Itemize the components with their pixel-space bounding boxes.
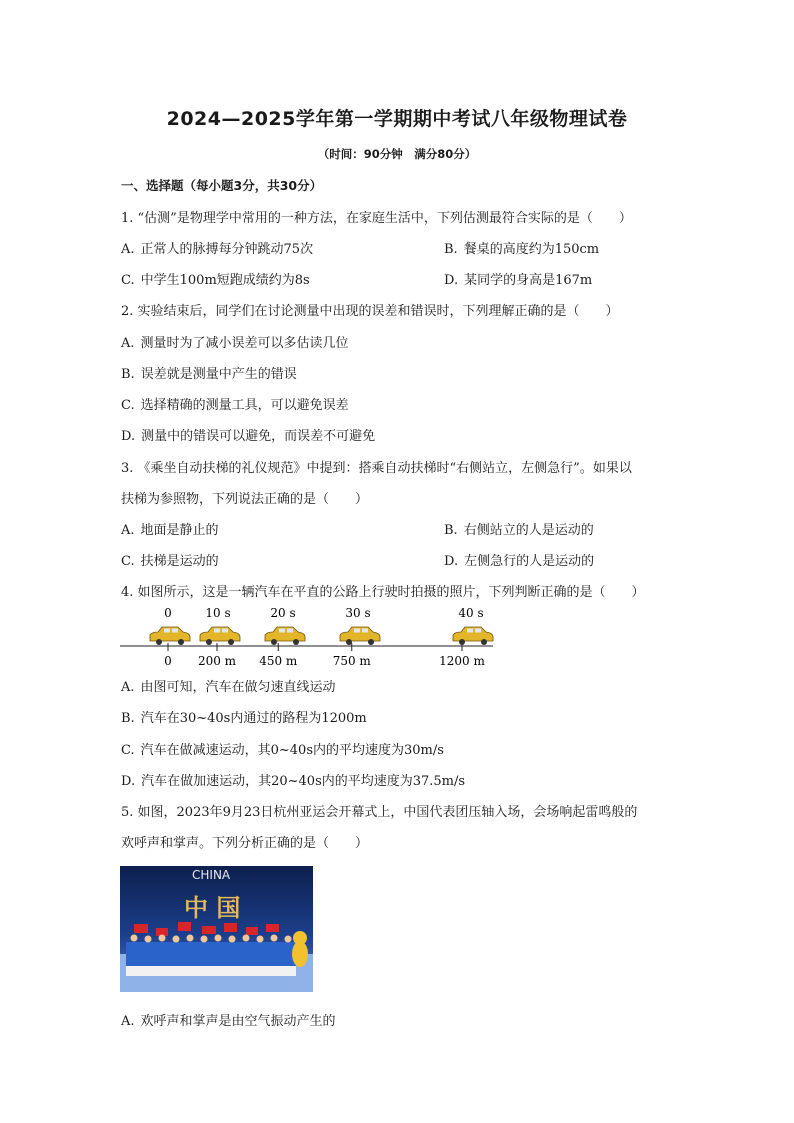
distance-label: 200 m	[197, 654, 237, 668]
car-icon	[265, 627, 305, 645]
car-icon	[200, 627, 240, 645]
q3-option-a: A. 地面是静止的	[121, 523, 219, 538]
time-label: 20 s	[270, 606, 296, 620]
q5-option-a: A. 欢呼声和掌声是由空气振动产生的	[121, 1014, 336, 1029]
car-icon	[150, 627, 190, 645]
time-label: 0	[164, 606, 172, 620]
question-2-stem: 2. 实验结束后，同学们在讨论测量中出现的误差和错误时，下列理解正确的是（ ）	[121, 304, 619, 319]
q1-option-b: B. 餐桌的高度约为150cm	[444, 242, 600, 257]
q4-option-c: C. 汽车在做减速运动，其0~40s内的平均速度为30m/s	[121, 743, 444, 758]
photo-flag-text: 中 国	[184, 893, 241, 922]
section-heading: 一、选择题（每小题3分，共30分）	[121, 178, 323, 193]
question-5-stem-line2: 欢呼声和掌声。下列分析正确的是（ ）	[121, 836, 369, 851]
exam-subtitle: （时间：90分钟 满分80分）	[317, 147, 477, 161]
question-3-stem-line2: 扶梯为参照物，下列说法正确的是（ ）	[121, 492, 369, 507]
q2-option-d: D. 测量中的错误可以避免，而误差不可避免	[121, 429, 376, 444]
car-motion-figure	[118, 603, 506, 673]
distance-label: 1200 m	[439, 654, 485, 668]
question-1-stem: 1. “估测”是物理学中常用的一种方法，在家庭生活中，下列估测最符合实际的是（ ）	[121, 211, 632, 226]
q2-option-c: C. 选择精确的测量工具，可以避免误差	[121, 398, 349, 413]
q1-option-d: D. 某同学的身高是167m	[444, 273, 593, 288]
q2-option-b: B. 误差就是测量中产生的错误	[121, 367, 297, 382]
q4-option-a: A. 由图可知，汽车在做匀速直线运动	[121, 680, 336, 695]
q4-option-d: D. 汽车在做加速运动，其20~40s内的平均速度为37.5m/s	[121, 774, 466, 789]
question-5-stem-line1: 5. 如图，2023年9月23日杭州亚运会开幕式上，中国代表团压轴入场，会场响起雷鸣般的	[121, 805, 638, 820]
time-label: 10 s	[205, 606, 231, 620]
distance-label: 750 m	[332, 654, 371, 668]
q2-option-a: A. 测量时为了减小误差可以多估读几位	[121, 336, 349, 351]
car-icon	[340, 627, 380, 645]
car-icon	[453, 627, 493, 645]
q3-option-b: B. 右侧站立的人是运动的	[444, 523, 594, 538]
question-3-stem-line1: 3. 《乘坐自动扶梯的礼仪规范》中提到：搭乘自动扶梯时“右侧站立，左侧急行”。如果以	[121, 461, 632, 476]
q1-option-a: A. 正常人的脉搏每分钟跳动75次	[121, 242, 314, 257]
q3-option-c: C. 扶梯是运动的	[121, 554, 219, 569]
time-label: 30 s	[345, 606, 371, 620]
q4-option-b: B. 汽车在30~40s内通过的路程为1200m	[121, 711, 367, 726]
photo-banner-text: CHINA	[192, 868, 231, 882]
q1-option-c: C. 中学生100m短跑成绩约为8s	[121, 273, 310, 288]
opening-ceremony-photo	[120, 866, 313, 992]
distance-label: 450 m	[259, 654, 298, 668]
question-4-stem: 4. 如图所示，这是一辆汽车在平直的公路上行驶时拍摄的照片，下列判断正确的是（ ）	[121, 585, 645, 600]
exam-title: 2024—2025学年第一学期期中考试八年级物理试卷	[166, 108, 628, 130]
distance-label: 0	[164, 654, 172, 668]
time-label: 40 s	[458, 606, 484, 620]
q3-option-d: D. 左侧急行的人是运动的	[444, 554, 595, 569]
